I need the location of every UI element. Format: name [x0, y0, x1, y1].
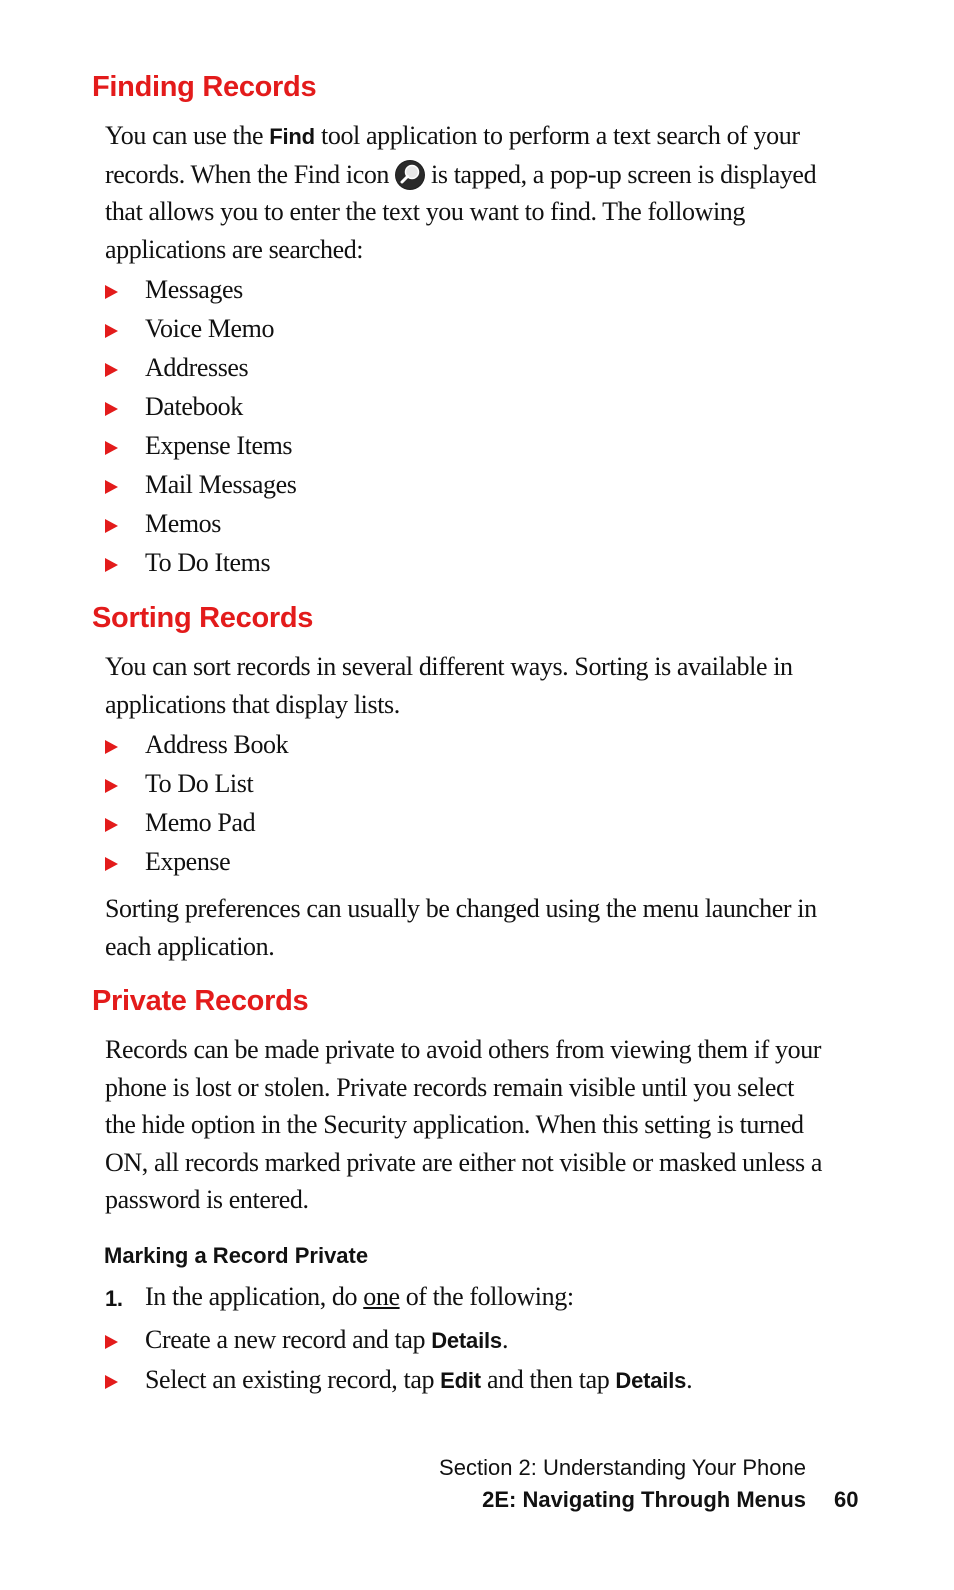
list-item: Addresses: [105, 355, 297, 381]
bullet-arrow-icon: [105, 363, 118, 377]
page-number: 60: [834, 1487, 859, 1512]
bullet-arrow-icon: [105, 324, 118, 338]
list-item: Datebook: [105, 394, 297, 420]
bullet-arrow-icon: [105, 558, 118, 572]
bullet-arrow-icon: [105, 779, 118, 793]
sorting-intro: You can sort records in several different ways. Sorting is available in applications that display lists.: [105, 652, 793, 719]
list-item: To Do List: [105, 771, 288, 797]
list-item: Mail Messages: [105, 472, 297, 498]
list-item: Expense: [105, 849, 288, 875]
bullet-arrow-icon: [105, 402, 118, 416]
bullet-arrow-icon: [105, 1335, 118, 1349]
bullet-arrow-icon: [105, 441, 118, 455]
list-item: Messages: [105, 277, 297, 303]
list-item: Create a new record and tap Details.: [105, 1327, 692, 1354]
sorting-outro: Sorting preferences can usually be changed using the menu launcher in each application.: [105, 894, 817, 961]
details-label: Details: [615, 1368, 687, 1393]
step-number: 1.: [105, 1286, 123, 1311]
footer-section: Section 2: Understanding Your Phone: [439, 1455, 806, 1480]
private-body: Records can be made private to avoid others from viewing them if your phone is lost or stolen. Private records remain visible until you select the hide option in the Security application. When this setting is turned ON, all records marked private are either not visible or masked unless a password is entered.: [105, 1035, 822, 1214]
heading-sorting-records: Sorting Records: [92, 602, 314, 634]
list-item: Address Book: [105, 732, 288, 758]
details-label: Details: [431, 1328, 502, 1353]
heading-private-records: Private Records: [92, 985, 309, 1017]
list-item: Voice Memo: [105, 316, 297, 342]
finding-intro: You can use the Find tool application to perform a text search of your records. When the Find icon is tapped, a pop-up screen is displayed that allows you to enter the text you want to find. The following applications are searched:: [105, 121, 817, 264]
list-item: Memos: [105, 511, 297, 537]
step-options-list: [105, 1327, 692, 1394]
bullet-arrow-icon: [105, 480, 118, 494]
bullet-arrow-icon: [105, 519, 118, 533]
list-item: Expense Items: [105, 433, 297, 459]
find-magnifier-icon: [395, 160, 425, 190]
list-item: To Do Items: [105, 550, 297, 576]
searched-apps-list: [105, 277, 297, 576]
list-item: Select an existing record, tap Edit and then tap Details.: [105, 1367, 692, 1394]
edit-label: Edit: [440, 1368, 481, 1393]
list-item: Memo Pad: [105, 810, 288, 836]
bullet-arrow-icon: [105, 1375, 118, 1389]
bullet-arrow-icon: [105, 285, 118, 299]
find-label: Find: [269, 124, 315, 149]
subheading-marking-record-private: Marking a Record Private: [104, 1243, 369, 1268]
footer-chapter: 2E: Navigating Through Menus: [482, 1487, 806, 1512]
sortable-apps-list: [105, 732, 288, 875]
bullet-arrow-icon: [105, 818, 118, 832]
heading-finding-records: Finding Records: [92, 71, 317, 103]
manual-page: Finding Records You can use the Find tool application to perform a text search of your records. When the Find icon is tapped, a pop-up screen is displayed that allows you to enter the text you want to find. The following applications are searched: Messages Voice Memo Addresses Datebook Expense Items Mail Messages Memos To Do Items Sorting Records You can sort records in several different ways. Sorting is available in applications that display lists. Address Book To Do List Memo Pad Expense Sorting preferences can usually be changed using the menu launcher in each application. Private Records Records can be made private to avoid others from viewing them if your phone is lost or stolen. Private records remain visible until you select the hide option in the Security application. When this setting is turned ON, all records marked private are either not visible or masked unless a password is entered. Marking a Record Private 1. In the application, do one of the following: Create a new record and tap Details. Select an existing record, tap Edit and then tap Details. Section 2: Understanding Your Phone 2E: Navigating Through Menus 60: [92, 71, 859, 1512]
bullet-arrow-icon: [105, 857, 118, 871]
bullet-arrow-icon: [105, 740, 118, 754]
